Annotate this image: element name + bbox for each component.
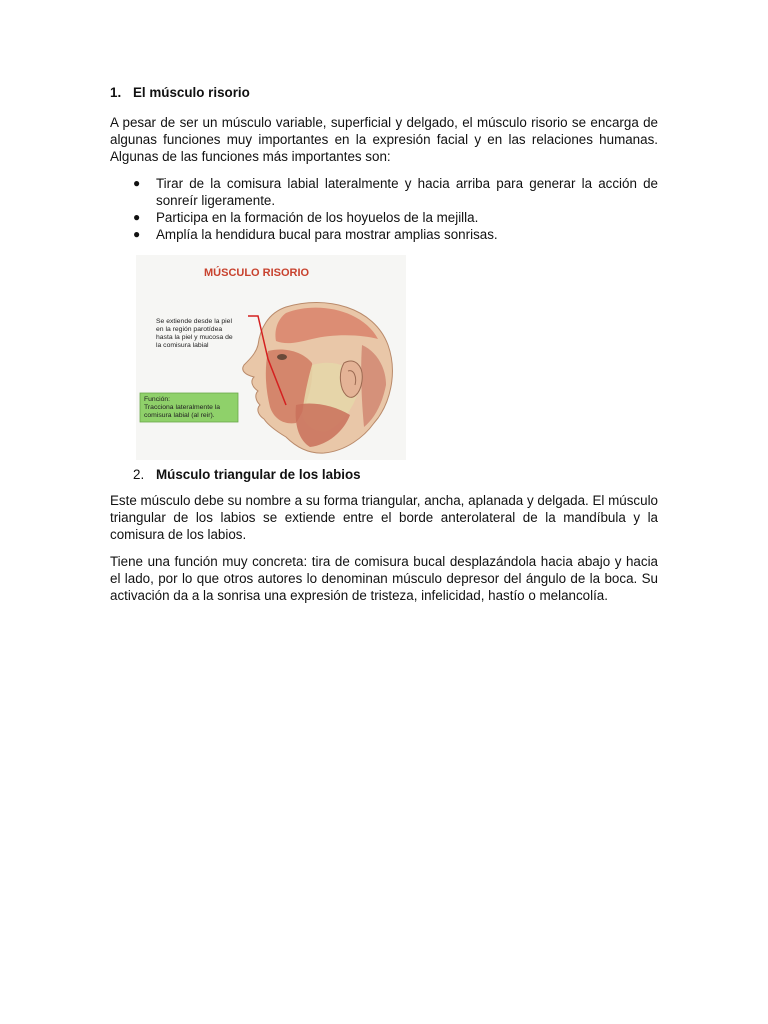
function-box-line: Función: <box>144 396 171 403</box>
section-1-intro: A pesar de ser un músculo variable, superficial y delgado, el músculo risorio se encarga de algunas funciones muy importantes en la expresión facial y en las relaciones humanas. Algunas de las funciones más importantes son: <box>110 115 658 164</box>
function-box-line: comisura labial (al reir). <box>144 412 215 419</box>
function-list <box>110 175 658 243</box>
section-1-title: El músculo risorio <box>133 85 250 100</box>
section-2 <box>110 492 658 614</box>
section-2-paragraph: Tiene una función muy concreta: tira de comisura bucal desplazándola hacia abajo y hacia el lado, por lo que otros autores lo denominan músculo depresor del ángulo de la boca. Su activación da a la sonrisa una expresión de tristeza, infelicidad, hastío o melancolía. <box>110 554 658 603</box>
section-1 <box>110 84 658 243</box>
section-2-title: Músculo triangular de los labios <box>156 467 361 482</box>
figure-note-line: hasta la piel y mucosa de <box>156 334 233 341</box>
section-2-heading <box>133 466 673 484</box>
bullet-icon: ● <box>133 227 141 241</box>
figure-title: MÚSCULO RISORIO <box>204 267 310 279</box>
section-1-heading <box>110 84 658 102</box>
section-2-paragraph: Este músculo debe su nombre a su forma triangular, ancha, aplanada y delgada. El músculo triangular de los labios se extiende entre el borde anterolateral de la mandíbula y la comisura de los labios. <box>110 493 658 542</box>
figure-note-line: en la región parotídea <box>156 326 223 333</box>
bullet-icon: ● <box>133 210 141 224</box>
function-box-line: Tracciona lateralmente la <box>144 404 221 411</box>
list-item: ● Tirar de la comisura labial lateralmente y hacia arriba para generar la acción de sonreír ligeramente. <box>133 176 658 208</box>
risorio-figure <box>136 255 406 460</box>
section-1-number: 1. <box>110 85 122 100</box>
bullet-icon: ● <box>133 176 141 190</box>
list-item: ● Amplía la hendidura bucal para mostrar amplias sonrisas. <box>133 227 498 242</box>
anatomy-illustration <box>136 255 406 460</box>
list-item: ● Participa en la formación de los hoyuelos de la mejilla. <box>133 210 479 225</box>
section-2-number: 2. <box>133 467 145 482</box>
figure-note-line: la comisura labial <box>156 342 209 349</box>
figure-note-line: Se extiende desde la piel <box>156 318 232 325</box>
